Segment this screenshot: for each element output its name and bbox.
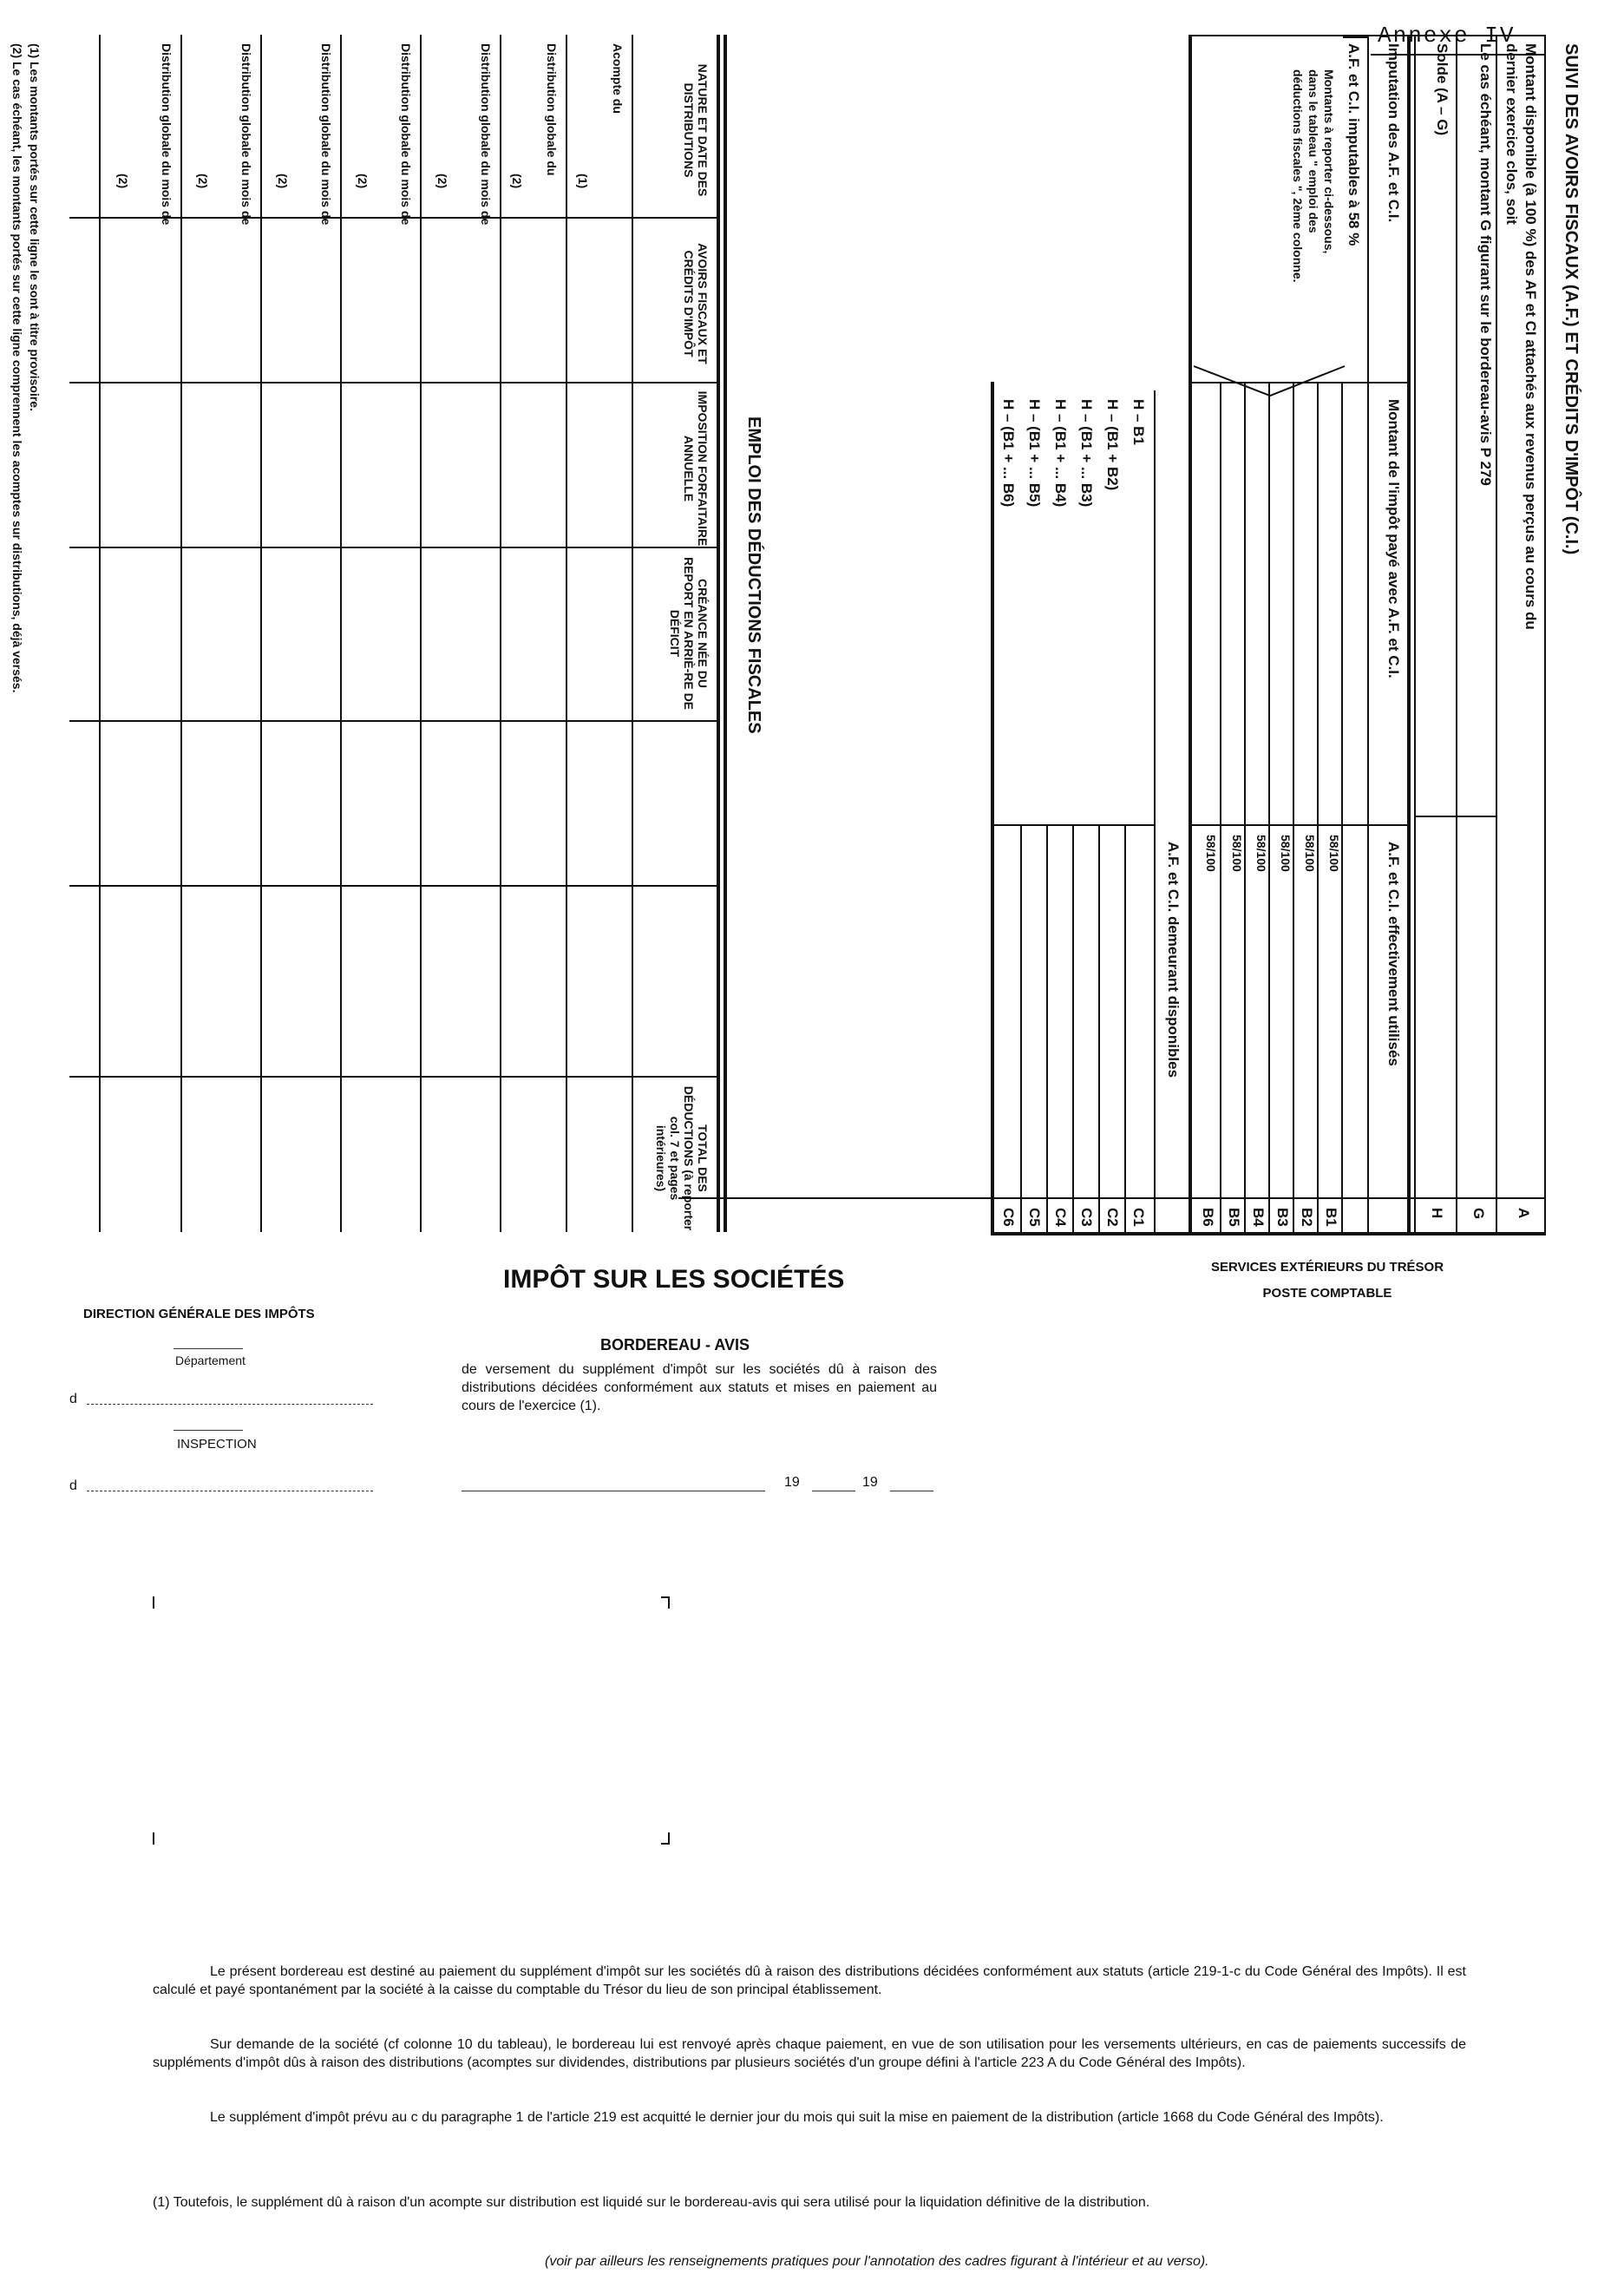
emploi-row-4: Distribution globale du mois de xyxy=(399,43,413,226)
row-h-text: Solde (A – G) xyxy=(1434,43,1450,136)
poste-label: POSTE COMPTABLE xyxy=(1262,1286,1392,1301)
note-mark-5: (2) xyxy=(276,174,290,189)
emploi-title: EMPLOI DES DÉDUCTIONS FISCALES xyxy=(744,416,763,734)
departement-field[interactable] xyxy=(87,1404,373,1405)
frac-b3: 58/100 xyxy=(1279,835,1293,872)
suivi-title: SUIVI DES AVOIRS FISCAUX (A.F.) ET CRÉDITS D'IMPÔT (C.I.) xyxy=(1562,43,1581,555)
col-effectif: A.F. et C.I. effectivement utilisés xyxy=(1385,842,1402,1066)
col-imputation: Imputation des A.F. et C.I. xyxy=(1385,43,1402,223)
window-corner-tl xyxy=(153,1596,161,1609)
frac-b5: 58/100 xyxy=(1230,835,1244,872)
label-b4: B4 xyxy=(1250,1208,1267,1227)
emploi-footnote-2: (2) Le cas échéant, les montants portés sur cette ligne comprennent les acomptes sur distributions, déjà versés. xyxy=(10,43,24,693)
col-montant: Montant de l'impôt payé avec A.F. et C.I. xyxy=(1385,399,1402,678)
inspection-label: INSPECTION xyxy=(177,1437,257,1452)
emploi-row-7: Distribution globale du mois de xyxy=(160,43,174,226)
label-b2: B2 xyxy=(1299,1208,1315,1227)
frac-b2: 58/100 xyxy=(1303,835,1317,872)
direction-label: DIRECTION GÉNÉRALE DES IMPÔTS xyxy=(83,1307,315,1321)
note-mark-7: (2) xyxy=(116,174,130,189)
h-row-3: H – (B1 + ... B3) xyxy=(1078,399,1095,508)
reporter-3: déductions fiscales ", 2ème colonne. xyxy=(1291,69,1305,283)
year-1: 19 xyxy=(784,1475,800,1490)
h-row-6: H – (B1 + ... B6) xyxy=(1000,399,1017,508)
af-ci-58: A.F. et C.I. imputables à 58 % xyxy=(1346,43,1362,246)
note-mark-6: (2) xyxy=(196,174,210,189)
emploi-panel xyxy=(0,35,763,1232)
emploi-header-6: TOTAL DES DÉDUCTIONS (à reporter col. 7 et pages intérieures) xyxy=(654,1085,710,1231)
para-3: Le supplément d'impôt prévu au c du paragraphe 1 de l'article 219 est acquitté le dernier jour du mois qui suit la mise en paiement de la distribution (article 1668 du Code Général des Impôts). xyxy=(210,2110,1384,2125)
inspection-rule xyxy=(174,1430,243,1431)
emploi-header-3: IMPOSITION FORFAITAIRE ANNUELLE xyxy=(682,390,710,547)
d-label-1: d xyxy=(69,1392,77,1406)
row-a-text: Montant disponible (à 100 %) des AF et CI attachés aux revenus perçus au cours du xyxy=(1522,43,1539,630)
emploi-row-2: Distribution globale du xyxy=(545,43,559,176)
h-row-4: H – (B1 + ... B4) xyxy=(1052,399,1069,508)
label-a: A xyxy=(1516,1208,1532,1219)
reporter-2: dans le tableau " emploi des xyxy=(1306,69,1320,233)
label-c1: C1 xyxy=(1130,1208,1147,1227)
bordereau-text: de versement du supplément d'impôt sur les sociétés dû à raison des distributions décidées conformément aux statuts et mises en paiement au cours de l'exercice (1). xyxy=(462,1362,937,1413)
reporter-1: Montants à reporter ci-dessous, xyxy=(1322,69,1336,254)
window-corner-br xyxy=(661,1832,670,1845)
note-mark-4: (2) xyxy=(356,174,370,189)
d-label-2: d xyxy=(69,1478,77,1493)
emploi-footnote-1: (1) Les montants portés sur cette ligne le sont à titre provisoire. xyxy=(28,43,42,411)
label-b3: B3 xyxy=(1274,1208,1291,1227)
window-corner-bl xyxy=(153,1832,161,1845)
label-g: G xyxy=(1470,1208,1487,1220)
label-c6: C6 xyxy=(1000,1208,1017,1227)
year-2: 19 xyxy=(862,1475,878,1490)
frac-b6: 58/100 xyxy=(1204,835,1218,872)
departement-rule xyxy=(174,1348,243,1349)
disponibles-label: A.F. et C.I. demeurant disponibles xyxy=(1165,842,1182,1078)
window-corner-tr xyxy=(661,1596,670,1609)
label-c3: C3 xyxy=(1078,1208,1095,1227)
para-2: Sur demande de la société (cf colonne 10 du tableau), le bordereau lui est renvoyé après chaque paiement, en vue de son utilisation pour les versements ultérieurs, en cas de paiements successifs de suppléments d'impôt dûs à raison des distributions (acomptes sur dividendes, distributions par plusieurs sociétés d'un groupe défini à l'article 223 A du Code Général des Impôts). xyxy=(153,2037,1466,2070)
note-mark-1: (1) xyxy=(576,174,590,189)
label-h: H xyxy=(1429,1208,1445,1219)
main-title: IMPÔT SUR LES SOCIÉTÉS xyxy=(503,1265,845,1294)
label-b5: B5 xyxy=(1226,1208,1242,1227)
label-c2: C2 xyxy=(1104,1208,1121,1227)
emploi-header-2: AVOIRS FISCAUX ET CRÉDITS D'IMPÔT xyxy=(682,243,710,364)
h-row-2: H – (B1 + B2) xyxy=(1104,399,1121,491)
label-b6: B6 xyxy=(1200,1208,1216,1227)
bordereau-title: BORDEREAU - AVIS xyxy=(600,1336,750,1353)
departement-label: Département xyxy=(175,1353,246,1367)
emploi-row-5: Distribution globale du mois de xyxy=(319,43,333,226)
label-c5: C5 xyxy=(1026,1208,1043,1227)
frac-b4: 58/100 xyxy=(1254,835,1268,872)
voir-note: (voir par ailleurs les renseignements pratiques pour l'annotation des cadres figurant à l'intérieur et au verso). xyxy=(545,2254,1209,2269)
emploi-row-6: Distribution globale du mois de xyxy=(239,43,253,226)
row-a-text-2: dernier exercice clos, soit xyxy=(1503,43,1520,225)
label-b1: B1 xyxy=(1323,1208,1339,1227)
services-label: SERVICES EXTÉRIEURS DU TRÉSOR xyxy=(1210,1260,1444,1275)
frac-b1: 58/100 xyxy=(1327,835,1341,872)
emploi-header-1: NATURE ET DATE DES DISTRIBUTIONS xyxy=(682,63,710,197)
annexe-label: Annexe IV xyxy=(1378,23,1516,49)
emploi-header-4: CRÉANCE NÉE DU REPORT EN ARRIÈ-RE DE DÉFICIT xyxy=(668,556,710,711)
note-1: (1) Toutefois, le supplément dû à raison d'un acompte sur distribution est liquidé sur le bordereau-avis qui sera utilisé pour la liquidation définitive de la distribution. xyxy=(153,2195,1150,2210)
h-row-1: H – B1 xyxy=(1130,399,1147,445)
label-c4: C4 xyxy=(1052,1208,1069,1227)
h-row-5: H – (B1 + ... B5) xyxy=(1026,399,1043,508)
emploi-row-3: Distribution globale du mois de xyxy=(479,43,493,226)
note-mark-2: (2) xyxy=(510,174,524,189)
brace-icon xyxy=(1190,364,1346,399)
para-1: Le présent bordereau est destiné au paiement du supplément d'impôt sur les sociétés dû à raison des distributions décidées conformément aux statuts (article 219-1-c du Code Général des Impôts). Il est calculé et payé spontanément par la société à la caisse du comptable du Trésor du lieu de son principal établissement. xyxy=(153,1964,1466,1997)
emploi-row-1: Acompte du xyxy=(611,43,625,114)
note-mark-3: (2) xyxy=(435,174,449,189)
row-g-text: Le cas échéant, montant G figurant sur le bordereau-avis P 279 xyxy=(1477,43,1494,486)
